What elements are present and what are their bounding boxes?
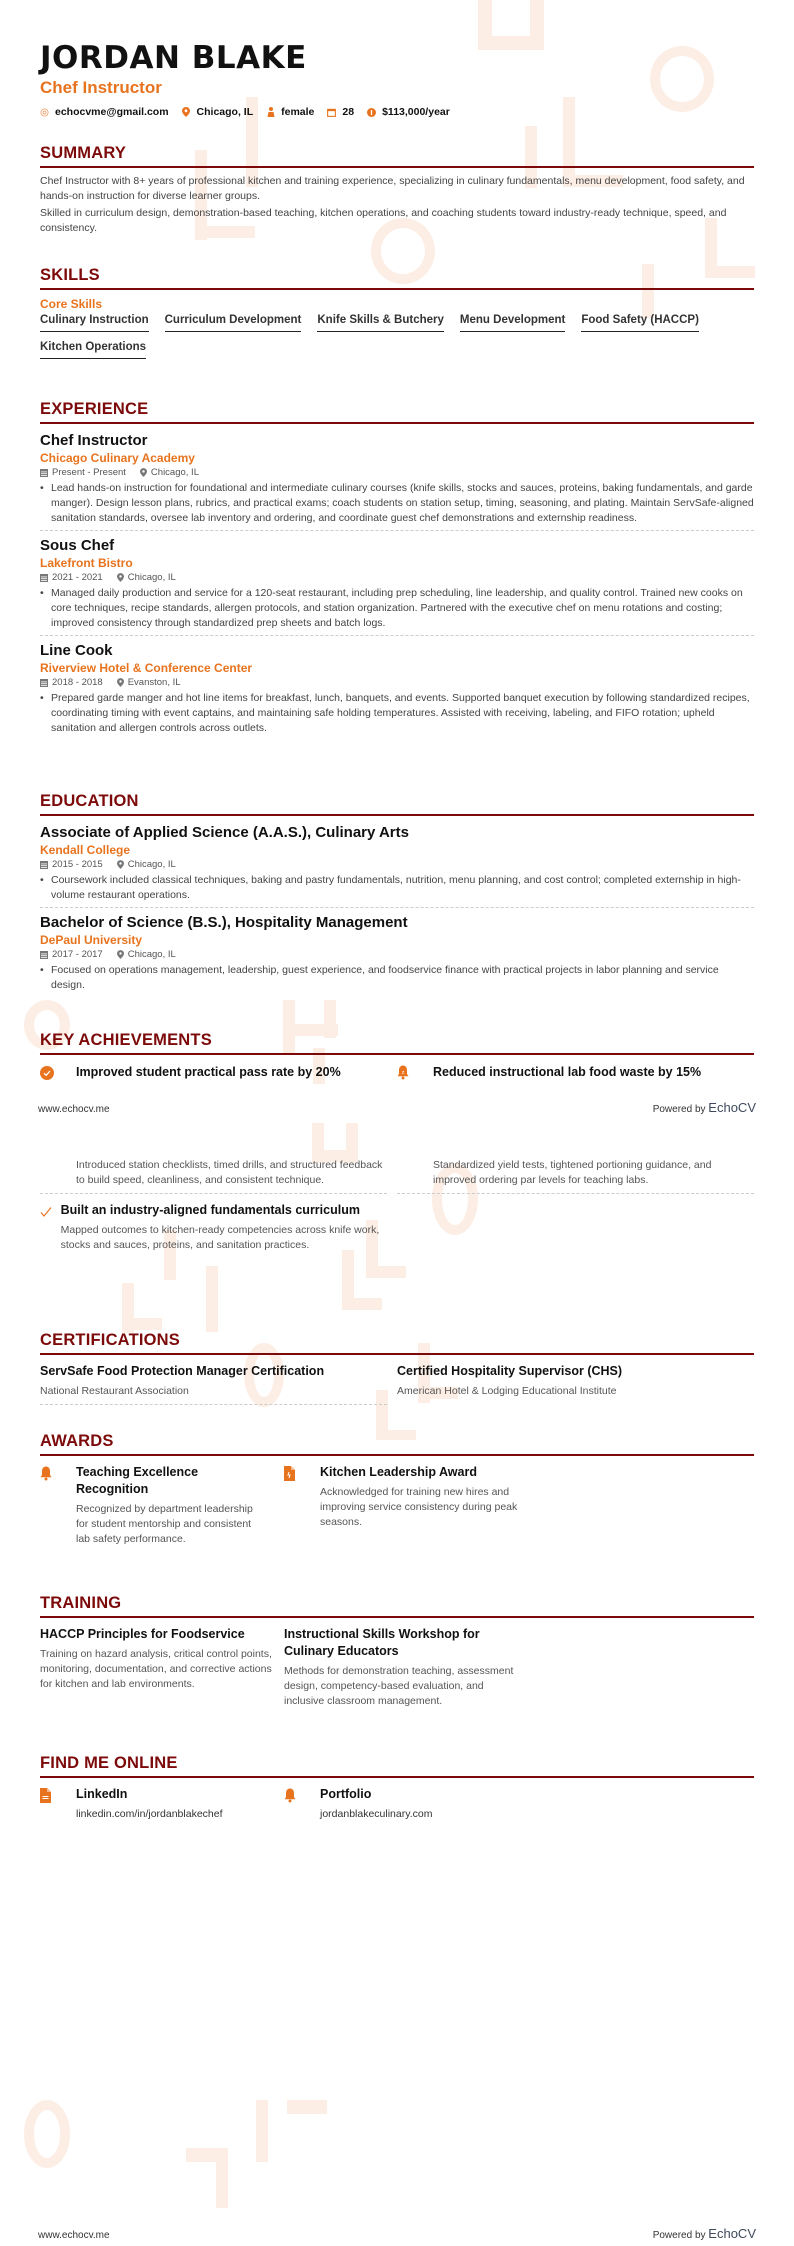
education-meta	[40, 859, 754, 870]
section-heading: FIND ME ONLINE	[40, 1754, 178, 1772]
contact-location	[182, 106, 254, 118]
section-divider	[40, 1776, 754, 1778]
job-dates: Present - Present	[52, 467, 126, 478]
certification-item	[397, 1363, 754, 1405]
online-section	[40, 1754, 754, 1822]
section-heading: TRAINING	[40, 1594, 122, 1612]
location-pin-icon	[182, 108, 191, 117]
section-divider	[40, 1616, 754, 1618]
contact-age	[327, 106, 354, 118]
decor-shape	[216, 2148, 228, 2208]
section-heading: SKILLS	[40, 266, 100, 284]
achievements-continued	[40, 1158, 754, 1253]
job-bullet: • Managed daily production and service for a 120-seat restaurant, including prep scheduling, line leadership, and quality control. Trained new cooks on core techniques, recipe standards, allergen protocols, and station organization. Partnered with the executive chef on menu rotations and costing; improved consistency through standardized prep sheets and batch logs.	[40, 587, 743, 629]
skill-tag: Food Safety (HACCP)	[581, 314, 699, 332]
location-pin-icon	[117, 860, 124, 869]
education-entry	[40, 824, 754, 908]
location-pin-icon	[140, 468, 147, 477]
section-divider	[40, 1053, 754, 1055]
location-pin-icon	[117, 678, 124, 687]
degree-title: Bachelor of Science (B.S.), Hospitality Management	[40, 914, 408, 931]
award-description: Acknowledged for training new hires and improving service consistency during peak seasons.	[320, 1486, 518, 1528]
achievement-item	[40, 1064, 397, 1081]
online-label: Portfolio	[320, 1787, 372, 1801]
section-divider	[40, 166, 754, 168]
skill-tag: Knife Skills & Butchery	[317, 314, 444, 332]
at-icon	[40, 108, 49, 117]
certifications-section	[40, 1331, 754, 1405]
job-meta	[40, 467, 754, 478]
online-url[interactable]: linkedin.com/in/jordanblakechef	[76, 1808, 223, 1820]
skill-tag: Curriculum Development	[165, 314, 302, 332]
skills-group-label: Core Skills	[40, 297, 103, 311]
brand-logo: EchoCV	[708, 2226, 756, 2241]
entry-divider	[40, 1193, 387, 1194]
online-link-portfolio[interactable]	[284, 1786, 544, 1822]
degree-title: Associate of Applied Science (A.A.S.), Culinary Arts	[40, 824, 409, 841]
entry-divider	[40, 907, 754, 908]
section-heading: CERTIFICATIONS	[40, 1331, 180, 1349]
job-location: Chicago, IL	[127, 572, 176, 583]
decor-shape	[366, 1266, 406, 1278]
achievement-description: Introduced station checklists, timed drills, and structured feedback to build speed, cleanliness, and consistent technique.	[76, 1159, 383, 1186]
achievement-title: Improved student practical pass rate by 20%	[76, 1065, 341, 1079]
document-icon	[40, 1786, 76, 1822]
certification-issuer: National Restaurant Association	[40, 1385, 189, 1397]
achievement-description: Standardized yield tests, tightened portioning guidance, and improved ordering par levels for teaching labs.	[433, 1159, 712, 1186]
contact-location-value: Chicago, IL	[196, 106, 254, 118]
online-url[interactable]: jordanblakeculinary.com	[320, 1808, 433, 1820]
candidate-title: Chef Instructor	[40, 78, 162, 97]
page-footer	[38, 1100, 756, 1115]
summary-paragraph: Chef Instructor with 8+ years of professional kitchen and training experience, specializing in culinary fundamentals, menu development, food safety, and hands-on instruction for diverse learner groups.	[40, 175, 745, 202]
certification-issuer: American Hotel & Lodging Educational Institute	[397, 1385, 617, 1397]
brand-logo: EchoCV	[708, 1100, 756, 1115]
bell-icon	[397, 1065, 433, 1080]
contact-age-value: 28	[342, 106, 355, 118]
certification-name: Certified Hospitality Supervisor (CHS)	[397, 1364, 623, 1378]
contact-gender	[266, 106, 314, 118]
footer-powered	[653, 2226, 756, 2241]
education-section	[40, 792, 754, 993]
job-location: Chicago, IL	[150, 467, 199, 478]
award-item	[284, 1464, 544, 1547]
job-company: Lakefront Bistro	[40, 556, 133, 570]
job-bullet: • Lead hands-on instruction for foundational and intermediate culinary courses (knife skills, stocks and sauces, proteins, baking fundamentals, and garde manger). Design lesson plans, rubrics, and practical exams; coach students on station setup, timing, seasoning, and plating. Maintain ServSafe-aligned sanitation standards, oversee lab inventory and ordering, and coordinate guest chef demonstrations and externship readiness.	[40, 482, 754, 524]
training-section	[40, 1594, 754, 1709]
document-icon	[284, 1464, 320, 1547]
award-title: Kitchen Leadership Award	[320, 1465, 477, 1479]
salary-icon	[367, 108, 376, 117]
job-company: Riverview Hotel & Conference Center	[40, 661, 253, 675]
education-bullet: • Focused on operations management, leadership, guest experience, and foodservice finance with practical projects in labor planning and service design.	[40, 964, 719, 991]
job-location: Evanston, IL	[127, 677, 181, 688]
school-name: DePaul University	[40, 933, 143, 947]
footer-powered	[653, 1100, 756, 1115]
job-meta	[40, 677, 754, 688]
job-title: Line Cook	[40, 642, 113, 659]
achievement-item	[40, 1202, 387, 1253]
contact-row	[40, 106, 754, 118]
calendar-icon	[40, 860, 48, 869]
training-title: HACCP Principles for Foodservice	[40, 1627, 245, 1641]
section-heading: EDUCATION	[40, 792, 139, 810]
entry-divider	[40, 635, 754, 636]
education-meta	[40, 949, 754, 960]
award-description: Recognized by department leadership for student mentorship and consistent lab safety performance.	[76, 1503, 253, 1545]
footer-site-link[interactable]: www.echocv.me	[38, 1104, 110, 1115]
skills-section	[40, 266, 754, 368]
online-label: LinkedIn	[76, 1787, 128, 1801]
achievement-item	[397, 1064, 754, 1081]
award-title: Teaching Excellence Recognition	[76, 1465, 199, 1496]
candidate-name: JORDAN BLAKE	[40, 40, 307, 76]
awards-section	[40, 1432, 754, 1547]
location-pin-icon	[117, 950, 124, 959]
entry-divider	[397, 1193, 754, 1194]
powered-by-label: Powered by	[652, 2230, 706, 2241]
calendar-icon	[40, 950, 48, 959]
section-divider	[40, 1353, 754, 1355]
section-heading: AWARDS	[40, 1432, 114, 1450]
job-title: Sous Chef	[40, 537, 115, 554]
calendar-icon	[327, 108, 336, 117]
experience-entry	[40, 432, 754, 531]
skill-tag: Kitchen Operations	[40, 341, 146, 359]
calendar-icon	[40, 678, 48, 687]
calendar-icon	[40, 573, 48, 582]
calendar-icon	[40, 468, 48, 477]
job-bullet: • Prepared garde manger and hot line items for breakfast, lunch, banquets, and events. Supported banquet execution by following standardized recipes, coordinating timing with event captains, and maintaining safe holding temperatures. Assisted with receiving, labeling, and FIFO rotation; upheld sanitation and allergen controls across outlets.	[40, 692, 750, 734]
skill-tag: Menu Development	[460, 314, 565, 332]
section-divider	[40, 814, 754, 816]
decor-shape	[122, 1318, 162, 1330]
job-dates: 2018 - 2018	[52, 677, 103, 688]
summary-paragraph: Skilled in curriculum design, demonstration-based teaching, kitchen operations, and coaching students toward industry-ready technique, speed, and consistency.	[40, 207, 727, 234]
decor-shape	[256, 2100, 268, 2162]
training-item	[40, 1626, 272, 1709]
education-dates: 2015 - 2015	[52, 859, 103, 870]
section-heading: EXPERIENCE	[40, 400, 149, 418]
footer-site-link[interactable]: www.echocv.me	[38, 2230, 110, 2241]
entry-divider	[40, 1404, 387, 1405]
skill-tag: Culinary Instruction	[40, 314, 149, 332]
page-footer	[38, 2226, 756, 2241]
training-description: Methods for demonstration teaching, assessment design, competency-based evaluation, and inclusive classroom management.	[284, 1665, 514, 1707]
job-meta	[40, 572, 754, 583]
contact-salary	[367, 106, 450, 118]
achievements-section	[40, 1031, 754, 1081]
achievement-title: Reduced instructional lab food waste by 15%	[433, 1065, 702, 1079]
decor-ring	[24, 2100, 70, 2168]
section-divider	[40, 1454, 754, 1456]
certification-name: ServSafe Food Protection Manager Certification	[40, 1364, 325, 1378]
bell-icon	[40, 1464, 76, 1547]
education-entry	[40, 914, 754, 993]
contact-gender-value: female	[281, 106, 315, 118]
decor-shape	[206, 1266, 218, 1332]
section-heading: SUMMARY	[40, 144, 127, 162]
svg-text:z: z	[401, 1070, 405, 1076]
job-title: Chef Instructor	[40, 432, 148, 449]
decor-shape	[287, 2100, 327, 2114]
location-pin-icon	[117, 573, 124, 582]
experience-entry	[40, 642, 754, 736]
training-title: Instructional Skills Workshop for Culinary Educators	[284, 1627, 480, 1658]
achievement-title: Built an industry-aligned fundamentals curriculum	[60, 1203, 360, 1217]
bell-icon	[284, 1786, 320, 1822]
training-item	[284, 1626, 514, 1709]
certification-item	[40, 1363, 397, 1405]
resume-header	[40, 40, 754, 118]
education-bullet: • Coursework included classical techniques, baking and pastry fundamentals, nutrition, menu planning, and cost control; completed externship in high-volume restaurant operations.	[40, 874, 741, 901]
education-dates: 2017 - 2017	[52, 949, 103, 960]
job-company: Chicago Culinary Academy	[40, 451, 195, 465]
section-divider	[40, 288, 754, 290]
contact-email[interactable]	[40, 106, 169, 118]
award-item	[40, 1464, 280, 1547]
check-circle-icon	[40, 1066, 76, 1080]
powered-by-label: Powered by	[652, 1104, 706, 1115]
entry-divider	[40, 530, 754, 531]
training-description: Training on hazard analysis, critical control points, monitoring, documentation, and corrective actions for kitchen and lab environments.	[40, 1648, 272, 1690]
section-divider	[40, 422, 754, 424]
experience-section	[40, 400, 754, 736]
school-name: Kendall College	[40, 843, 131, 857]
skills-list	[40, 314, 754, 368]
checkmark-icon	[40, 1202, 61, 1218]
education-location: Chicago, IL	[127, 949, 176, 960]
person-icon	[266, 108, 275, 117]
experience-entry	[40, 537, 754, 636]
online-link-linkedin[interactable]	[40, 1786, 280, 1822]
contact-salary-value: $113,000/year	[382, 106, 450, 118]
section-heading: KEY ACHIEVEMENTS	[40, 1031, 212, 1049]
decor-shape	[342, 1298, 382, 1310]
summary-section	[40, 144, 754, 236]
job-dates: 2021 - 2021	[52, 572, 103, 583]
education-location: Chicago, IL	[127, 859, 176, 870]
achievement-description: Mapped outcomes to kitchen-ready competencies across knife work, stocks and sauces, proteins, and sanitation practices.	[60, 1224, 380, 1251]
contact-email-value: echocvme@gmail.com	[55, 106, 169, 118]
